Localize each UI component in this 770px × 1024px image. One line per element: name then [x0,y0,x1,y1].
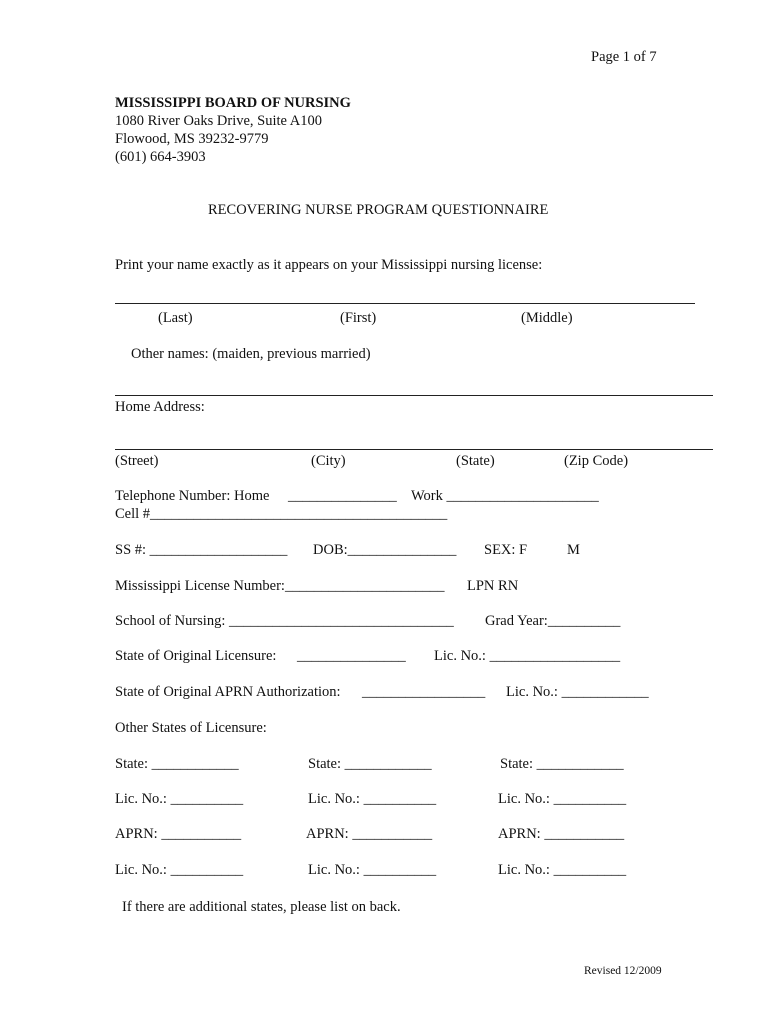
form-title: RECOVERING NURSE PROGRAM QUESTIONNAIRE [208,202,549,218]
aprn-lic-no-field[interactable]: Lic. No.: ____________ [506,684,649,700]
address-label-city: (City) [311,453,346,469]
name-prompt: Print your name exactly as it appears on your Mississippi nursing license: [115,257,543,273]
other-state-1-aprn[interactable]: APRN: ___________ [115,826,242,842]
name-label-middle: (Middle) [521,310,573,326]
other-names-line[interactable] [115,395,713,396]
other-state-2-aprn-lic[interactable]: Lic. No.: __________ [308,862,437,878]
name-line[interactable] [115,303,695,304]
other-state-1-aprn-lic[interactable]: Lic. No.: __________ [115,862,244,878]
home-address-label: Home Address: [115,399,205,415]
original-licensure-label: State of Original Licensure: [115,648,277,664]
sex-m-option[interactable]: M [567,542,580,558]
dob-field[interactable]: DOB:_______________ [313,542,457,558]
other-states-label: Other States of Licensure: [115,720,267,736]
name-label-first: (First) [340,310,377,326]
sex-f-option[interactable]: SEX: F [484,542,528,558]
telephone-work-field[interactable]: Work _____________________ [411,488,599,504]
original-licensure-field[interactable]: _______________ [297,648,406,664]
other-state-2-aprn[interactable]: APRN: ___________ [306,826,433,842]
telephone-home-field[interactable]: _______________ [288,488,397,504]
org-name: MISSISSIPPI BOARD OF NURSING [115,95,351,111]
other-names-label: Other names: (maiden, previous married) [131,346,371,362]
other-state-2-lic[interactable]: Lic. No.: __________ [308,791,437,807]
address-label-state: (State) [456,453,495,469]
other-state-3-aprn[interactable]: APRN: ___________ [498,826,625,842]
other-state-2-state[interactable]: State: ____________ [308,756,432,772]
telephone-cell-field[interactable]: Cell #_________________________________________ [115,506,448,522]
other-state-3-state[interactable]: State: ____________ [500,756,624,772]
aprn-authorization-label: State of Original APRN Authorization: [115,684,341,700]
telephone-home-label: Telephone Number: Home [115,488,270,504]
aprn-authorization-field[interactable]: _________________ [362,684,486,700]
name-label-last: (Last) [158,310,193,326]
license-type-options[interactable]: LPN RN [467,578,519,594]
revision-date: Revised 12/2009 [584,965,662,977]
original-lic-no-field[interactable]: Lic. No.: __________________ [434,648,621,664]
license-number-field[interactable]: Mississippi License Number:______________________ [115,578,445,594]
address-label-street: (Street) [115,453,159,469]
grad-year-field[interactable]: Grad Year:__________ [485,613,621,629]
address-label-zip: (Zip Code) [564,453,629,469]
ss-field[interactable]: SS #: ___________________ [115,542,288,558]
additional-states-note: If there are additional states, please list on back. [122,899,401,915]
org-address-line1: 1080 River Oaks Drive, Suite A100 [115,113,323,129]
org-address-line2: Flowood, MS 39232-9779 [115,131,269,147]
other-state-1-lic[interactable]: Lic. No.: __________ [115,791,244,807]
page-number: Page 1 of 7 [591,49,657,65]
other-state-3-lic[interactable]: Lic. No.: __________ [498,791,627,807]
org-phone: (601) 664-3903 [115,149,206,165]
other-state-1-state[interactable]: State: ____________ [115,756,239,772]
school-of-nursing-field[interactable]: School of Nursing: _______________________________ [115,613,454,629]
other-state-3-aprn-lic[interactable]: Lic. No.: __________ [498,862,627,878]
home-address-line[interactable] [115,449,713,450]
